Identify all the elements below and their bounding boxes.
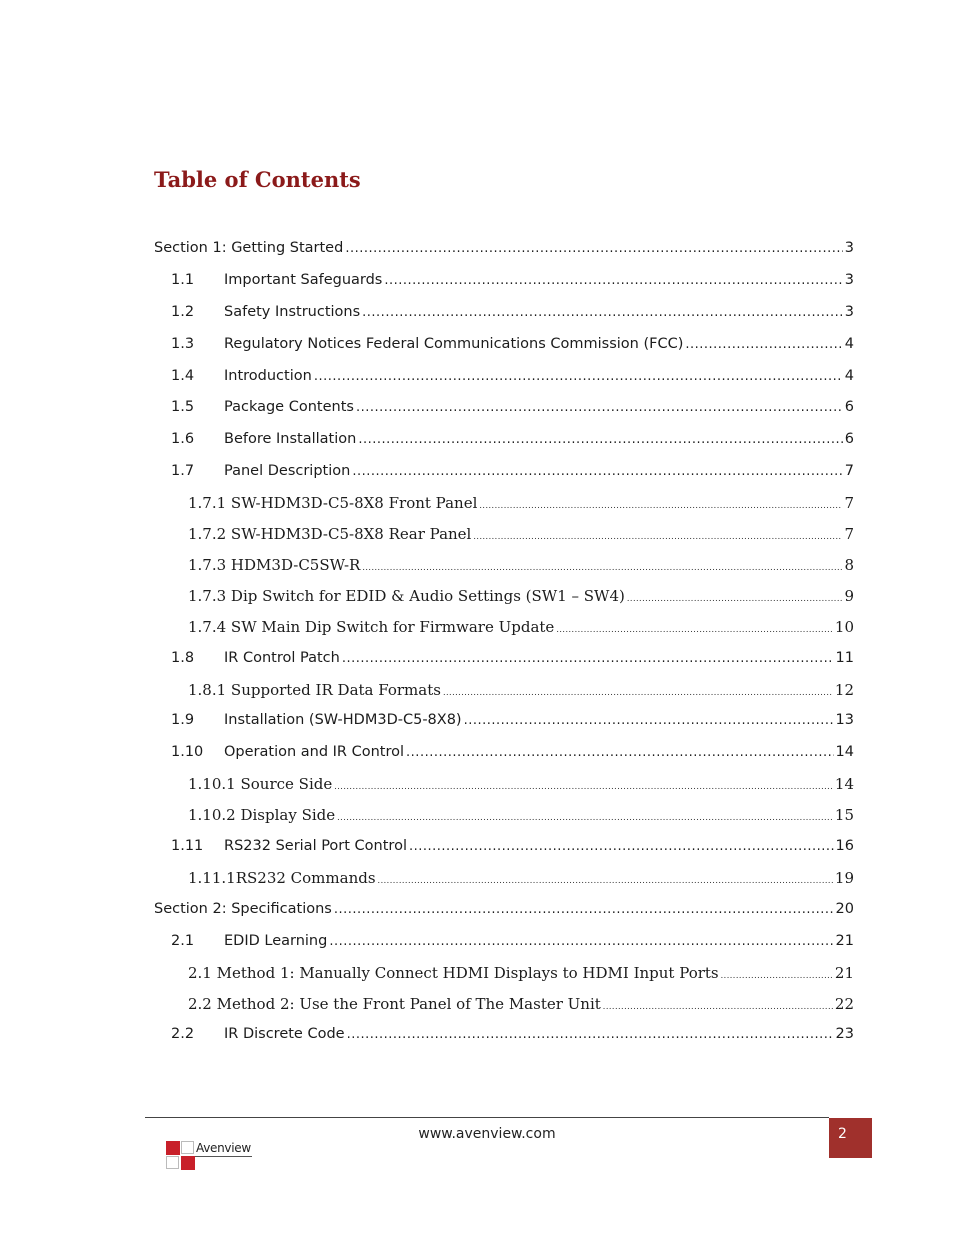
toc-leader-dots <box>378 876 833 885</box>
toc-entry-page: 7 <box>844 494 854 512</box>
toc-entry-page: 14 <box>835 744 854 760</box>
toc-leader-dots <box>352 463 842 479</box>
toc-entry-label: Panel Description <box>224 463 351 479</box>
toc-entry-page: 7 <box>844 525 854 543</box>
toc-leader-dots <box>314 368 843 384</box>
toc-entry[interactable] <box>188 494 854 516</box>
toc-entry-label: Installation (SW-HDM3D-C5-8X8) <box>224 712 462 728</box>
toc-entry-number: 1.1 <box>171 272 195 288</box>
toc-entry-number: 1.3 <box>171 336 195 352</box>
page-title: Table of Contents <box>154 167 361 192</box>
toc-leader-dots <box>721 971 833 980</box>
toc-entry[interactable] <box>188 587 854 609</box>
toc-entry-label: Important Safeguards <box>224 272 383 288</box>
toc-entry-label: 2.1 Method 1: Manually Connect HDMI Displays to HDMI Input Ports <box>188 964 719 982</box>
toc-leader-dots <box>362 563 842 572</box>
toc-entry-label: Regulatory Notices Federal Communications Commission (FCC) <box>224 336 684 352</box>
toc-leader-dots <box>384 272 842 288</box>
toc-entry[interactable] <box>171 272 854 294</box>
toc-entry-number: 1.2 <box>171 304 195 320</box>
toc-entry-label: RS232 Serial Port Control <box>224 838 407 854</box>
avenview-logo <box>165 1140 265 1180</box>
toc-entry-page: 14 <box>834 775 854 793</box>
toc-entry-page: 3 <box>844 304 854 320</box>
toc-entry-label: Section 2: Specifications <box>154 901 332 917</box>
toc-entry-label: Before Installation <box>224 431 357 447</box>
toc-entry-page: 22 <box>834 995 854 1013</box>
toc-entry-page: 21 <box>834 964 854 982</box>
toc-entry-label: 1.10.2 Display Side <box>188 806 336 824</box>
toc-entry-page: 19 <box>834 869 854 887</box>
logo-square-outline-top <box>181 1141 194 1154</box>
toc-leader-dots <box>358 431 842 447</box>
toc-entry[interactable] <box>171 336 854 358</box>
toc-leader-dots <box>334 782 833 791</box>
logo-square-outline-bottom <box>166 1156 179 1169</box>
toc-entry[interactable] <box>171 1026 854 1048</box>
toc-entry-label: 1.10.1 Source Side <box>188 775 333 793</box>
toc-entry[interactable] <box>171 431 854 453</box>
toc-entry-label: 1.7.4 SW Main Dip Switch for Firmware Update <box>188 618 555 636</box>
toc-entry-page: 16 <box>835 838 854 854</box>
toc-entry-page: 12 <box>834 681 854 699</box>
toc-leader-dots <box>347 1026 834 1042</box>
toc-entry-page: 11 <box>835 650 854 666</box>
toc-entry[interactable] <box>171 399 854 421</box>
toc-entry-label: IR Discrete Code <box>224 1026 345 1042</box>
toc-entry-label: IR Control Patch <box>224 650 340 666</box>
toc-entry-label: 1.7.1 SW-HDM3D-C5-8X8 Front Panel <box>188 494 478 512</box>
toc-entry[interactable] <box>171 368 854 390</box>
toc-leader-dots <box>356 399 843 415</box>
toc-entry[interactable] <box>154 901 854 923</box>
toc-entry[interactable] <box>188 995 854 1017</box>
toc-entry-page: 9 <box>844 587 854 605</box>
toc-entry-number: 1.9 <box>171 712 195 728</box>
toc-entry-page: 15 <box>834 806 854 824</box>
toc-entry-number: 1.5 <box>171 399 195 415</box>
toc-entry-page: 20 <box>835 901 854 917</box>
toc-entry[interactable] <box>171 650 854 672</box>
toc-entry-page: 8 <box>844 556 854 574</box>
toc-entry[interactable] <box>188 964 854 986</box>
toc-leader-dots <box>479 501 842 510</box>
toc-entry-number: 1.11 <box>171 838 204 854</box>
toc-leader-dots <box>556 625 833 634</box>
toc-leader-dots <box>342 650 834 666</box>
toc-entry-label: Package Contents <box>224 399 354 415</box>
toc-entry[interactable] <box>188 618 854 640</box>
toc-entry-label: Operation and IR Control <box>224 744 405 760</box>
toc-leader-dots <box>473 532 842 541</box>
toc-entry-page: 13 <box>835 712 854 728</box>
toc-leader-dots <box>443 688 833 697</box>
toc-entry[interactable] <box>154 240 854 262</box>
toc-entry-label: 1.7.3 HDM3D-C5SW-R <box>188 556 361 574</box>
toc-leader-dots <box>409 838 834 854</box>
toc-entry-label: Introduction <box>224 368 312 384</box>
toc-entry[interactable] <box>171 304 854 326</box>
logo-square-red-bottom <box>181 1156 195 1170</box>
toc-entry-page: 4 <box>844 368 854 384</box>
toc-leader-dots <box>627 594 843 603</box>
toc-leader-dots <box>685 336 842 352</box>
toc-leader-dots <box>603 1002 833 1011</box>
toc-leader-dots <box>337 813 833 822</box>
logo-wordmark: Avenview <box>196 1141 251 1155</box>
toc-entry-page: 4 <box>844 336 854 352</box>
toc-entry-page: 6 <box>844 399 854 415</box>
toc-entry-label: Section 1: Getting Started <box>154 240 344 256</box>
toc-entry-page: 7 <box>844 463 854 479</box>
toc-leader-dots <box>334 901 834 917</box>
toc-entry[interactable] <box>171 744 854 766</box>
toc-entry-number: 1.4 <box>171 368 195 384</box>
toc-entry[interactable] <box>171 933 854 955</box>
toc-leader-dots <box>329 933 833 949</box>
toc-entry[interactable] <box>171 463 854 485</box>
toc-entry-number: 1.8 <box>171 650 195 666</box>
toc-entry-page: 21 <box>835 933 854 949</box>
toc-entry-label: 1.7.2 SW-HDM3D-C5-8X8 Rear Panel <box>188 525 472 543</box>
toc-entry[interactable] <box>188 525 854 547</box>
toc-leader-dots <box>362 304 843 320</box>
toc-entry[interactable] <box>188 556 854 578</box>
toc-entry-page: 10 <box>834 618 854 636</box>
toc-entry[interactable] <box>188 869 854 891</box>
toc-entry[interactable] <box>171 712 854 734</box>
toc-entry[interactable] <box>188 775 854 797</box>
toc-entry-label: Safety Instructions <box>224 304 361 320</box>
footer-url[interactable]: www.avenview.com <box>418 1126 556 1142</box>
toc-entry-label: 2.2 Method 2: Use the Front Panel of The Master Unit <box>188 995 601 1013</box>
toc-entry[interactable] <box>188 681 854 703</box>
toc-entry-number: 2.1 <box>171 933 195 949</box>
toc-leader-dots <box>406 744 834 760</box>
toc-entry-label: 1.11.1RS232 Commands <box>188 869 376 887</box>
toc-entry-label: EDID Learning <box>224 933 328 949</box>
toc-entry[interactable] <box>188 806 854 828</box>
logo-square-red-top <box>166 1141 180 1155</box>
toc-entry-number: 1.6 <box>171 431 195 447</box>
toc-leader-dots <box>345 240 842 256</box>
toc-entry-page: 23 <box>835 1026 854 1042</box>
toc-entry-page: 3 <box>844 272 854 288</box>
footer-divider <box>145 1117 829 1118</box>
toc-entry-label: 1.8.1 Supported IR Data Formats <box>188 681 441 699</box>
toc-entry-label: 1.7.3 Dip Switch for EDID & Audio Settings (SW1 – SW4) <box>188 587 625 605</box>
logo-underline <box>195 1156 252 1157</box>
toc-entry-number: 1.7 <box>171 463 195 479</box>
toc-entry-page: 3 <box>844 240 854 256</box>
toc-entry-page: 6 <box>844 431 854 447</box>
page-number-badge: 2 <box>829 1118 872 1158</box>
toc-entry-number: 2.2 <box>171 1026 195 1042</box>
toc-entry-number: 1.10 <box>171 744 204 760</box>
toc-entry[interactable] <box>171 838 854 860</box>
toc-leader-dots <box>464 712 834 728</box>
